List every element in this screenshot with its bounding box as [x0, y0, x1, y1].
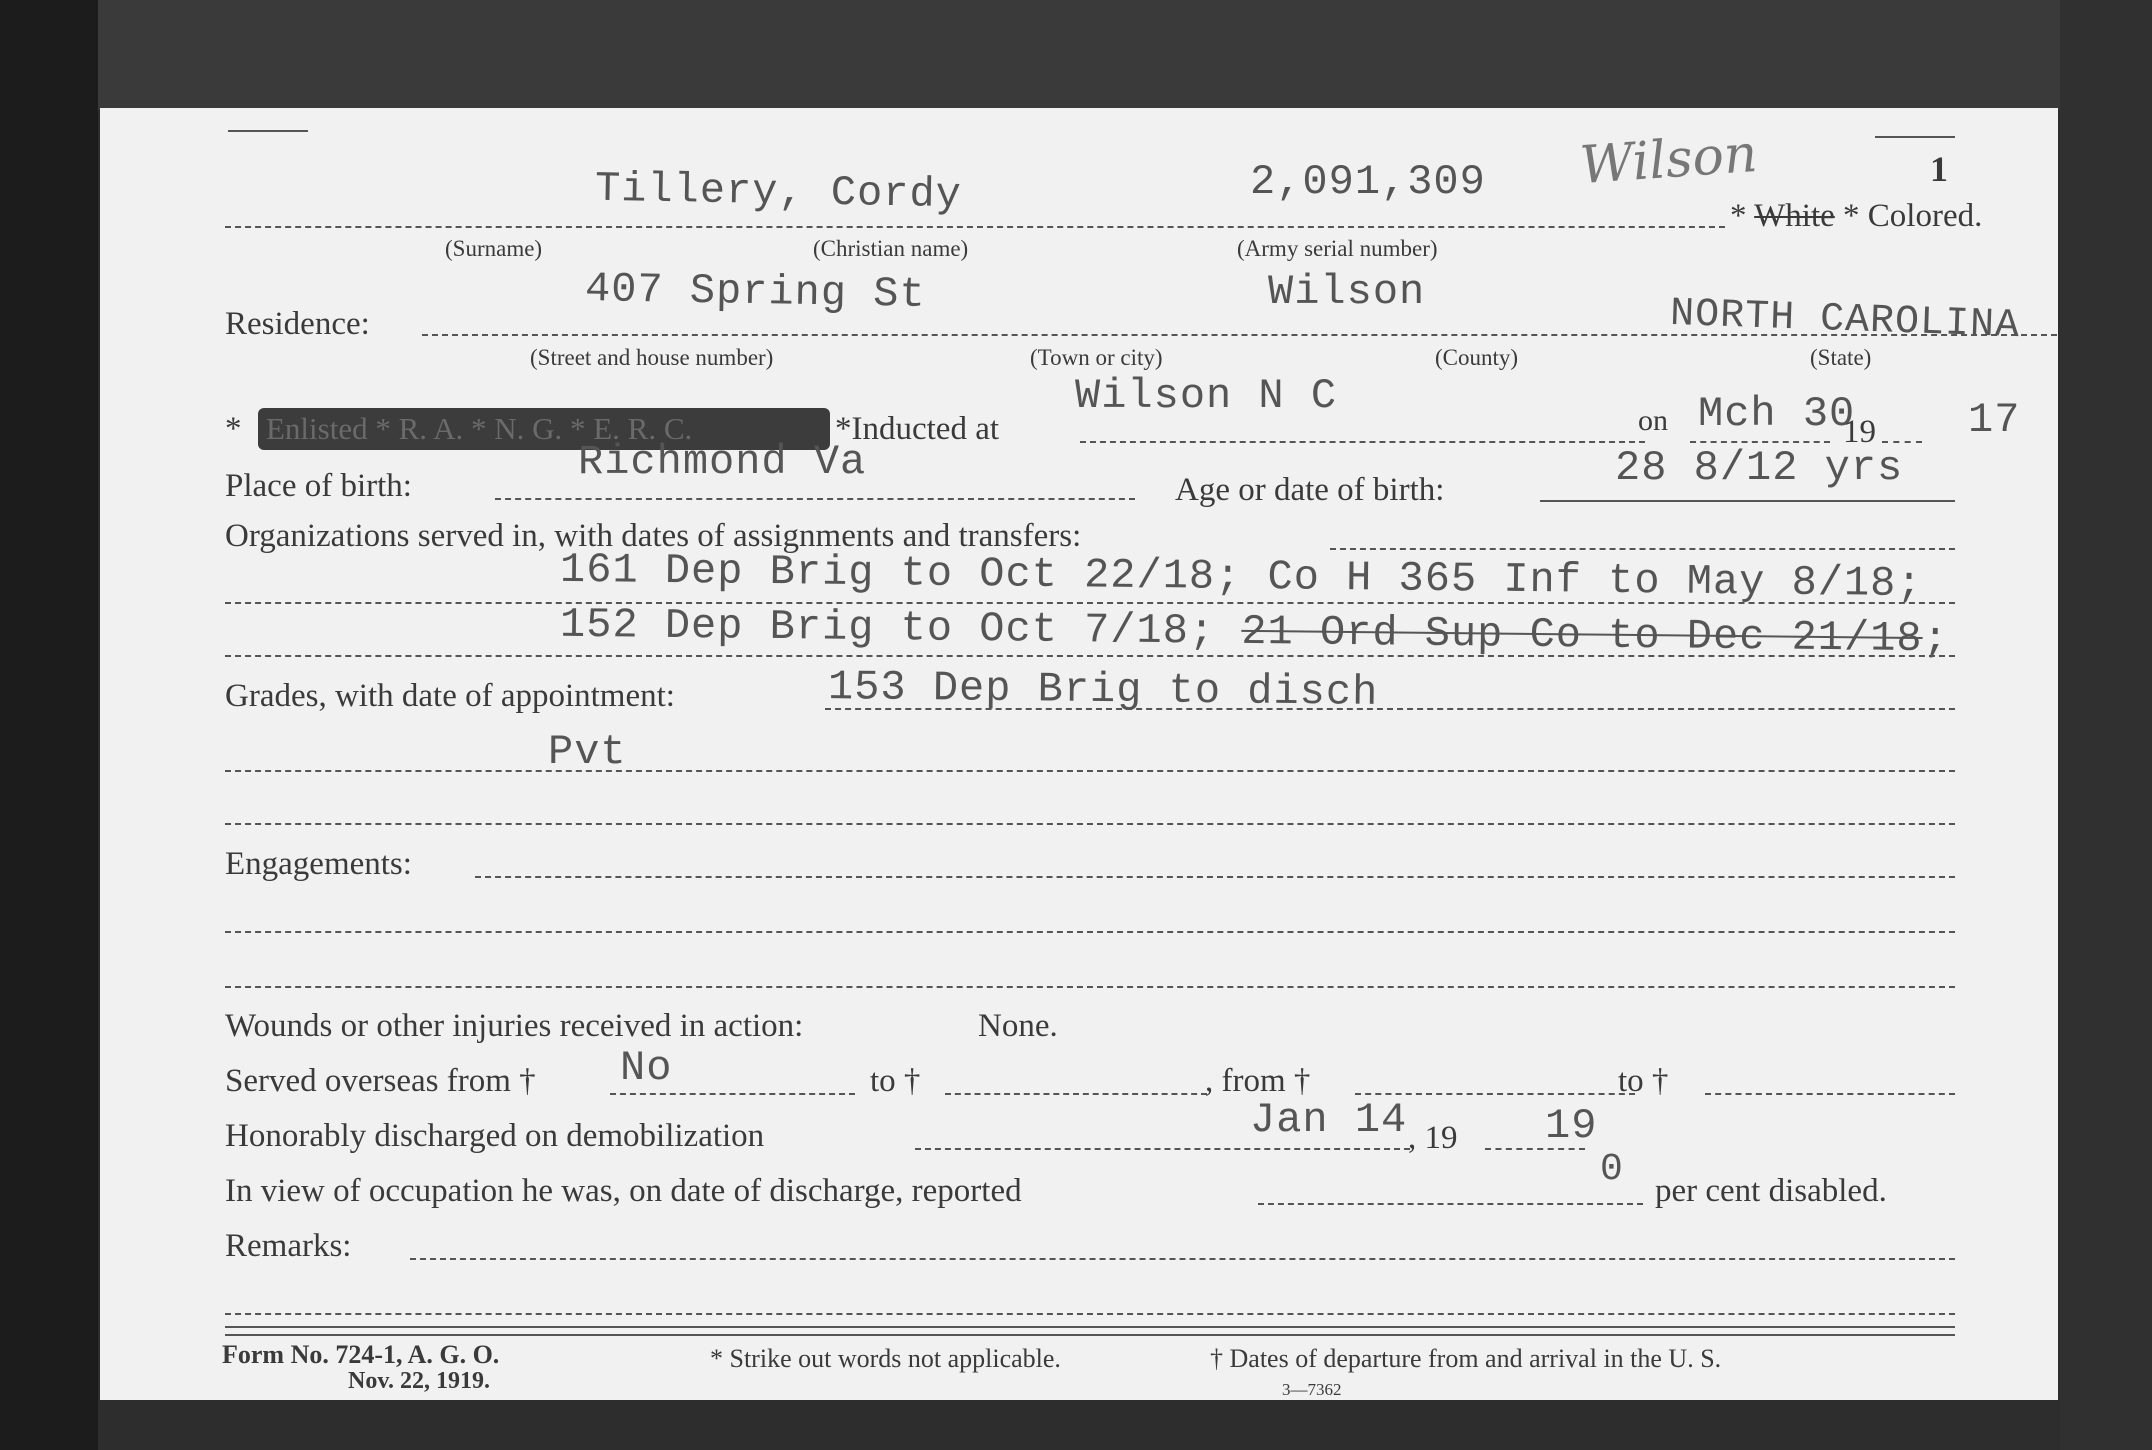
race-options — [1730, 198, 1982, 235]
residence-state-value: NORTH CAROLINA — [1669, 291, 2021, 350]
race-white-struck: White — [1754, 198, 1835, 234]
struck-enlistment-text: Enlisted * R. A. * N. G. * E. R. C. — [266, 411, 693, 446]
organizations-label: Organizations served in, with dates of assignments and transfers: — [225, 518, 1082, 554]
inducted-place-value: Wilson N C — [1075, 372, 1338, 420]
engagements-line — [475, 876, 1955, 878]
organizations-line-3: 153 Dep Brig to disch — [827, 663, 1379, 717]
serial-number-value: 2,091,309 — [1250, 158, 1486, 206]
grades-rule-3 — [225, 823, 1955, 825]
residence-town-value: Wilson — [1268, 268, 1426, 316]
corner-rule — [228, 130, 308, 132]
engagements-label: Engagements: — [225, 846, 412, 882]
overseas-from-label: Served overseas from † — [225, 1063, 536, 1099]
overseas-to-label: to † — [870, 1063, 921, 1099]
engagements-rule-3 — [225, 986, 1955, 988]
residence-line — [422, 334, 2057, 336]
year-line — [1882, 441, 1922, 443]
grades-value: Pvt — [548, 728, 627, 776]
on-label: on — [1638, 404, 1668, 437]
date-line — [1690, 441, 1830, 443]
remarks-label: Remarks: — [225, 1228, 352, 1264]
form-number: Form No. 724-1, A. G. O. — [222, 1340, 500, 1369]
service-record-card — [100, 108, 2058, 1400]
organizations-line-2 — [560, 601, 1949, 664]
disability-suffix: per cent disabled. — [1655, 1173, 1887, 1209]
age-value: 28 8/12 yrs — [1615, 444, 1904, 492]
caption-christian-name: (Christian name) — [813, 236, 969, 261]
caption-street: (Street and house number) — [530, 345, 774, 370]
discharge-date-line — [915, 1148, 1410, 1150]
engagements-rule-2 — [225, 931, 1955, 933]
discharge-year-line — [1485, 1148, 1585, 1150]
remarks-line — [410, 1258, 1955, 1260]
caption-serial-number: (Army serial number) — [1237, 236, 1438, 261]
caption-surname: (Surname) — [445, 236, 543, 261]
overseas-from-value: No — [620, 1044, 673, 1092]
org-rule-2 — [225, 655, 1955, 657]
remarks-rule-2 — [225, 1313, 1955, 1315]
org-line-2-end: ; — [1922, 614, 1950, 664]
card-number: 1 — [1930, 149, 1948, 189]
scan-border-right — [2060, 0, 2152, 1450]
organizations-label-line — [1330, 548, 1955, 550]
age-line — [1540, 500, 1955, 502]
wounds-label: Wounds or other injuries received in action: — [225, 1008, 804, 1044]
age-label: Age or date of birth: — [1175, 472, 1445, 508]
card-number-rule — [1875, 136, 1955, 138]
birth-place-value: Richmond Va — [578, 438, 867, 486]
inducted-line — [1080, 441, 1645, 443]
overseas-to2-line — [1705, 1093, 1955, 1095]
overseas-from2-line — [1355, 1093, 1635, 1095]
grades-line — [825, 708, 1955, 710]
birth-place-line — [495, 498, 1135, 500]
print-code: 3—7362 — [1282, 1380, 1342, 1399]
race-colored: Colored. — [1867, 198, 1983, 234]
org-line-2-part-b-struck: 21 Ord Sup Co to Dec 21/18 — [1241, 607, 1923, 663]
discharge-date-value: Jan 14 — [1250, 1096, 1408, 1144]
wounds-value: None. — [978, 1008, 1058, 1044]
footer-rule-1 — [225, 1326, 1955, 1328]
race-marker-1: * — [1730, 198, 1747, 234]
scan-border-top — [98, 0, 2152, 110]
overseas-to-line — [945, 1093, 1207, 1095]
induction-year-value: 17 — [1968, 396, 2021, 444]
year-prefix: 19 — [1843, 414, 1876, 450]
strike-note: * Strike out words not applicable. — [710, 1344, 1061, 1373]
organizations-line-1: 161 Dep Brig to Oct 22/18; Co H 365 Inf to May 8/18; — [559, 545, 1923, 609]
dates-note: † Dates of departure from and arrival in the U. S. — [1210, 1344, 1722, 1373]
residence-street-value: 407 Spring St — [584, 265, 927, 319]
discharge-year-value: 19 — [1545, 1102, 1598, 1150]
residence-label: Residence: — [225, 306, 370, 342]
grades-label: Grades, with date of appointment: — [225, 678, 675, 714]
org-line-2-part-a: 152 Dep Brig to Oct 7/18; — [559, 600, 1216, 656]
race-marker-2: * — [1843, 198, 1860, 234]
caption-state: (State) — [1810, 345, 1872, 370]
disability-line — [1258, 1203, 1643, 1205]
scan-border-left — [0, 0, 98, 1450]
discharge-year-prefix: , 19 — [1408, 1120, 1458, 1156]
overseas-to2-label: to † — [1618, 1063, 1669, 1099]
county-handwritten-note: Wilson — [1578, 123, 1760, 197]
footer-rule-2 — [225, 1334, 1955, 1336]
inducted-label: *Inducted at — [835, 411, 1000, 447]
induction-star: * — [225, 411, 242, 447]
name-line — [225, 226, 1725, 228]
disability-value: 0 — [1600, 1148, 1624, 1191]
surname-name-value: Tillery, Cordy — [594, 164, 963, 220]
org-rule-1 — [225, 602, 1955, 604]
birth-place-label: Place of birth: — [225, 468, 412, 504]
disability-label: In view of occupation he was, on date of discharge, reported — [225, 1173, 1022, 1209]
caption-town: (Town or city) — [1030, 345, 1163, 370]
form-date: Nov. 22, 1919. — [348, 1368, 491, 1394]
discharge-label: Honorably discharged on demobilization — [225, 1118, 765, 1154]
overseas-from-line — [610, 1093, 855, 1095]
caption-county: (County) — [1435, 345, 1519, 370]
overseas-from2-label: , from † — [1205, 1063, 1311, 1099]
grades-rule-2 — [225, 770, 1955, 772]
induction-date-value: Mch 30 — [1698, 390, 1856, 438]
